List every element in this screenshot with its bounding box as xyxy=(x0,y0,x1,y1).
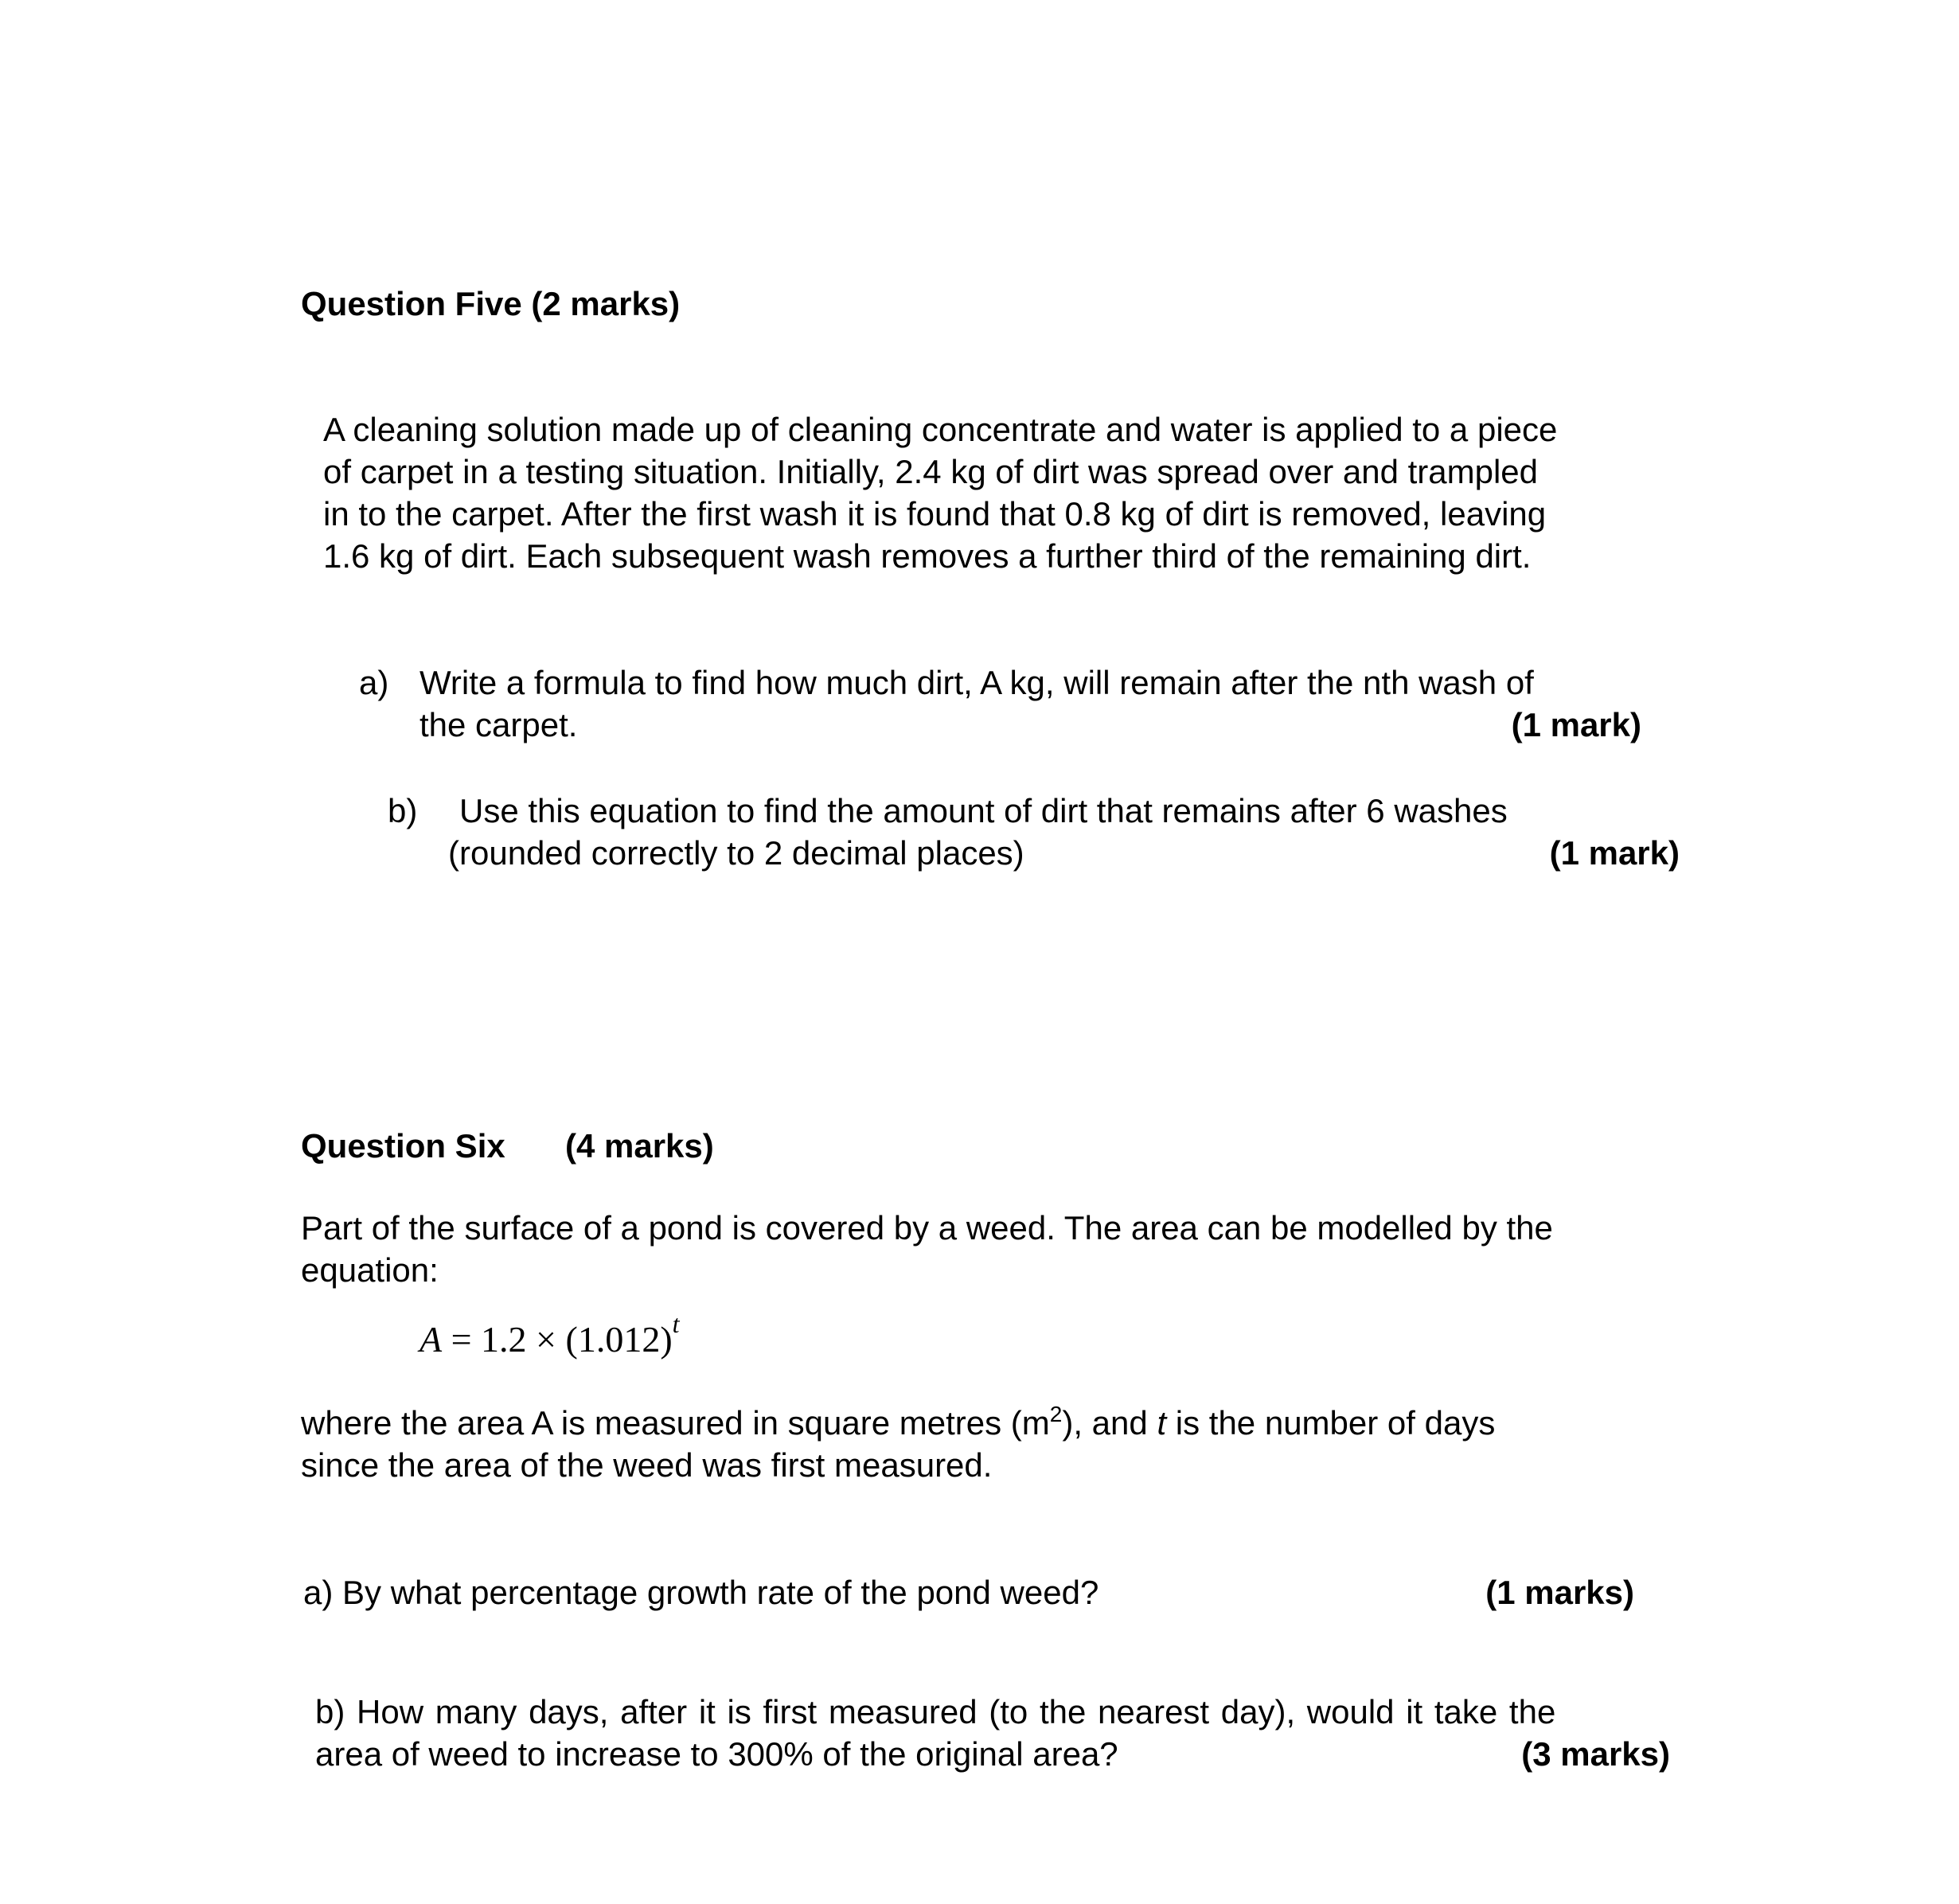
q6-where-pre: where the area A is measured in square metres (m xyxy=(301,1404,1050,1442)
q6-part-b-marks: (3 marks) xyxy=(1521,1735,1670,1773)
q5-part-a-line-1: Write a formula to find how much dirt, A kg, will remain after the nth wash of xyxy=(420,664,1534,701)
q5-intro-line-2: of carpet in a testing situation. Initially, 2.4 kg of dirt was spread over and trampled xyxy=(323,453,1539,490)
q6-part-b-line-2: area of weed to increase to 300% of the original area? xyxy=(315,1735,1118,1773)
q6-part-a-text: a) By what percentage growth rate of the pond weed? xyxy=(303,1574,1099,1611)
q6-where-mid: ), and xyxy=(1062,1404,1157,1442)
q6-where-superscript: 2 xyxy=(1049,1402,1063,1426)
q5-part-a-line-2: the carpet. xyxy=(420,706,578,743)
q6-part-b-line-1 xyxy=(315,1691,1668,1733)
q5-part-a-label: a) xyxy=(359,664,389,701)
q6-part-b-line-1-text: b) How many days, after it is first measured (to the nearest day), would it take the xyxy=(315,1693,1556,1730)
q6-where-line-2: since the area of the weed was first measured. xyxy=(301,1446,993,1484)
q5-intro-line-3: in to the carpet. After the first wash it is found that 0.8 kg of dirt is removed, leaving xyxy=(323,495,1547,533)
q6-part-a-marks: (1 marks) xyxy=(1485,1574,1634,1611)
formula-rhs: = 1.2 × (1.012) xyxy=(451,1319,673,1360)
q6-formula xyxy=(420,1302,680,1361)
q5-heading: Question Five (2 marks) xyxy=(301,285,681,322)
q6-heading-title: Question Six xyxy=(301,1127,505,1165)
q6-intro-line-1: Part of the surface of a pond is covered by a weed. The area can be modelled by the xyxy=(301,1209,1553,1247)
q6-intro-line-2: equation: xyxy=(301,1251,439,1289)
formula-lhs: A xyxy=(420,1319,443,1360)
q5-part-b-line-1: Use this equation to find the amount of dirt that remains after 6 washes xyxy=(459,792,1508,829)
q5-part-b-marks: (1 mark) xyxy=(1549,834,1680,872)
q5-intro-line-1: A cleaning solution made up of cleaning concentrate and water is applied to a piece xyxy=(323,411,1558,448)
q6-heading-marks: (4 marks) xyxy=(565,1127,714,1165)
q6-where-var: t xyxy=(1157,1404,1167,1442)
q5-part-b-line-2: (rounded correctly to 2 decimal places) xyxy=(448,834,1024,872)
q5-intro-line-4: 1.6 kg of dirt. Each subsequent wash removes a further third of the remaining dirt. xyxy=(323,537,1532,575)
q6-where-post: is the number of days xyxy=(1166,1404,1496,1442)
formula-exponent: t xyxy=(672,1309,680,1338)
q5-part-a-marks: (1 mark) xyxy=(1511,706,1641,743)
q5-part-b-label: b) xyxy=(388,792,418,829)
q6-where-line-1 xyxy=(301,1402,1495,1444)
